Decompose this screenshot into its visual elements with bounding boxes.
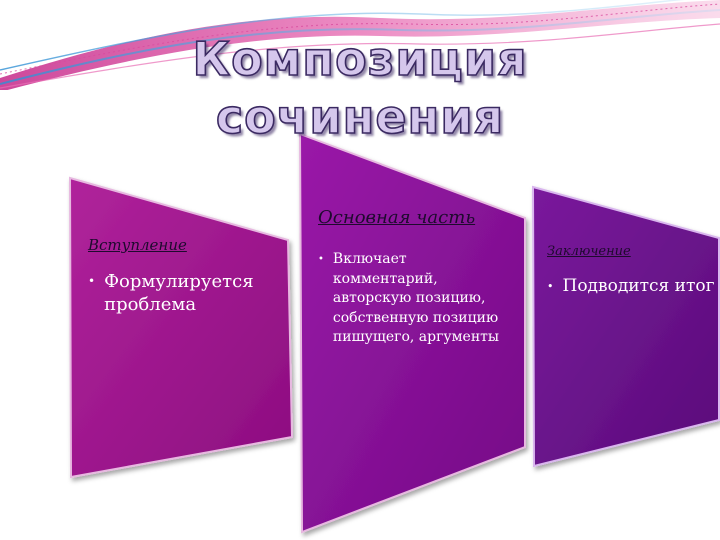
panel-intro-bullet-text: Формулируется проблема (104, 271, 254, 315)
panel-conclusion-heading: Заключение (547, 244, 631, 259)
panel-main-content (318, 206, 508, 348)
panel-conclusion-content (547, 244, 717, 298)
panel-intro-heading: Вступление (88, 236, 187, 254)
bullet-icon: • (547, 280, 554, 293)
panel-main-bullet (318, 250, 508, 348)
bullet-icon: • (318, 254, 324, 265)
panel-main-bullet-text: Включает комментарий, авторскую позицию, собственную позицию пишущего, аргументы (332, 251, 500, 345)
title-line-2: сочинения (215, 90, 505, 144)
panel-intro-bullet (88, 270, 288, 316)
panel-intro-content (88, 236, 288, 316)
bullet-icon: • (88, 274, 96, 288)
panel-conclusion (533, 187, 719, 466)
panel-conclusion-bullet (547, 275, 717, 298)
title-line-1: Композиция (192, 32, 528, 86)
panel-intro (70, 178, 292, 477)
panel-main-heading: Основная часть (318, 207, 476, 228)
slide-title (0, 30, 720, 146)
panel-conclusion-bullet-text: Подводится итог (562, 276, 715, 296)
